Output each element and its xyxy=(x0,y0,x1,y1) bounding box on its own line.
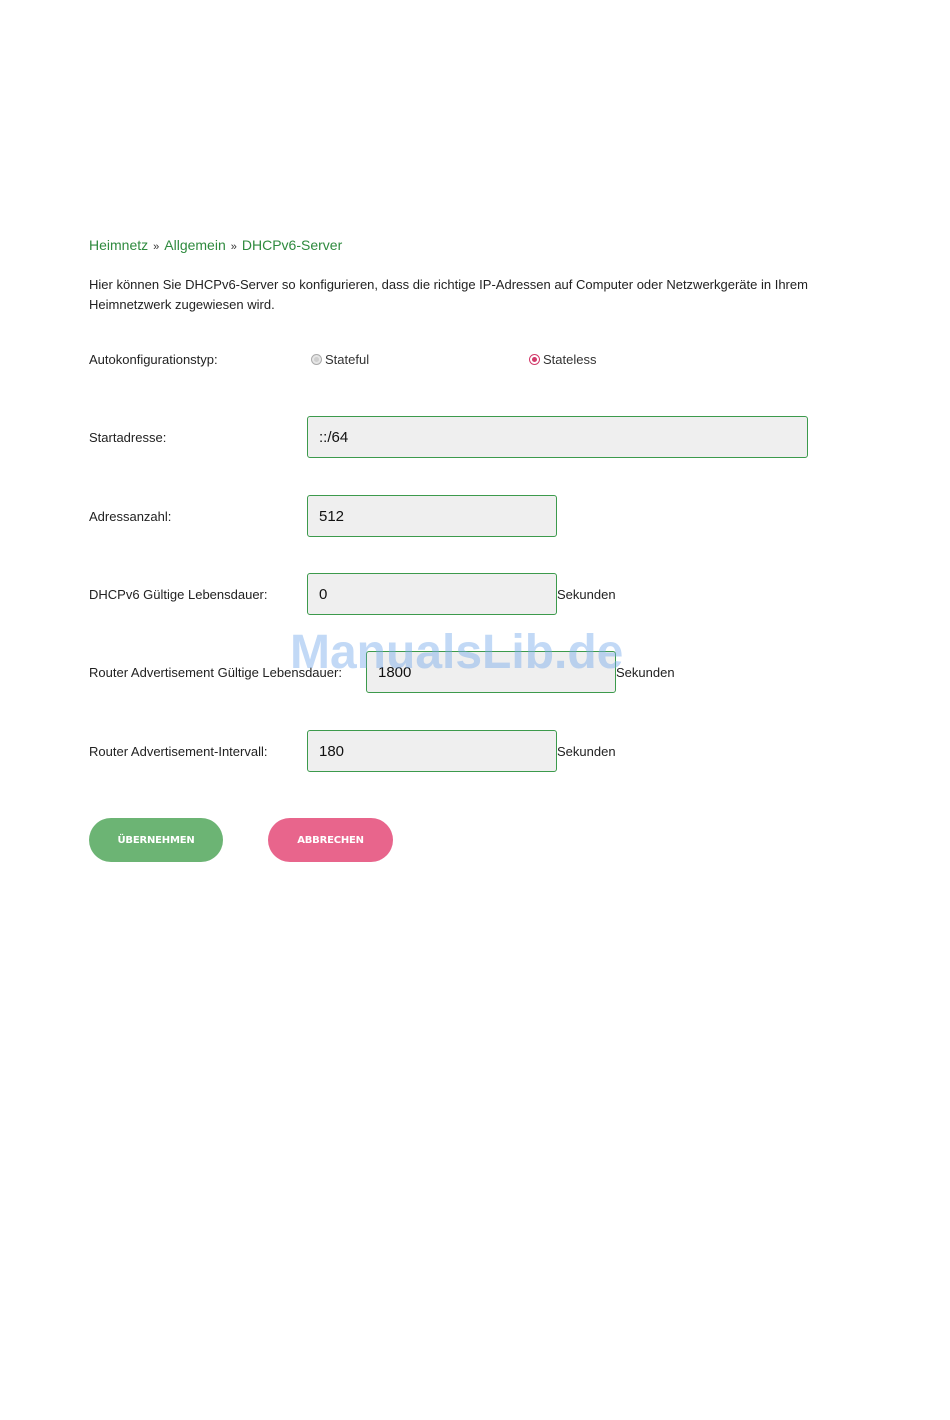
radio-stateless-indicator[interactable] xyxy=(529,354,540,365)
ra-lifetime-input[interactable] xyxy=(366,651,616,693)
dhcpv6-lifetime-input[interactable] xyxy=(307,573,557,615)
dhcpv6-lifetime-label: DHCPv6 Gültige Lebensdauer: xyxy=(89,587,268,602)
apply-button[interactable]: ÜBERNEHMEN xyxy=(89,818,223,862)
radio-stateful[interactable] xyxy=(311,352,369,367)
ra-interval-label: Router Advertisement-Intervall: xyxy=(89,744,268,759)
address-count-label: Adressanzahl: xyxy=(89,509,172,524)
ra-lifetime-unit: Sekunden xyxy=(616,665,675,680)
ra-interval-unit: Sekunden xyxy=(557,744,616,759)
address-count-input[interactable] xyxy=(307,495,557,537)
radio-stateless-label: Stateless xyxy=(543,352,597,367)
dhcpv6-lifetime-unit: Sekunden xyxy=(557,587,616,602)
start-address-input[interactable] xyxy=(307,416,808,458)
autoconfig-label: Autokonfigurationstyp: xyxy=(89,352,218,367)
cancel-button[interactable]: ABBRECHEN xyxy=(268,818,393,862)
ra-lifetime-label: Router Advertisement Gültige Lebensdauer: xyxy=(89,665,342,680)
breadcrumb-separator: » xyxy=(153,241,160,253)
radio-stateless[interactable] xyxy=(529,352,596,367)
breadcrumb-separator: » xyxy=(230,241,237,253)
breadcrumb xyxy=(89,237,342,253)
breadcrumb-heimnetz[interactable]: Heimnetz xyxy=(89,237,149,253)
start-address-label: Startadresse: xyxy=(89,430,167,445)
radio-stateful-label: Stateful xyxy=(325,352,370,367)
watermark: ManualsLib.de xyxy=(290,626,624,679)
breadcrumb-current: DHCPv6-Server xyxy=(241,237,343,253)
radio-stateful-indicator[interactable] xyxy=(311,354,322,365)
ra-interval-input[interactable] xyxy=(307,730,557,772)
breadcrumb-allgemein[interactable]: Allgemein xyxy=(164,237,226,253)
page-description: Hier können Sie DHCPv6-Server so konfigurieren, dass die richtige IP-Adressen auf Computer oder Netzwerkgeräte in Ihrem Heimnetzwerk zugewiesen wird. xyxy=(89,277,808,312)
